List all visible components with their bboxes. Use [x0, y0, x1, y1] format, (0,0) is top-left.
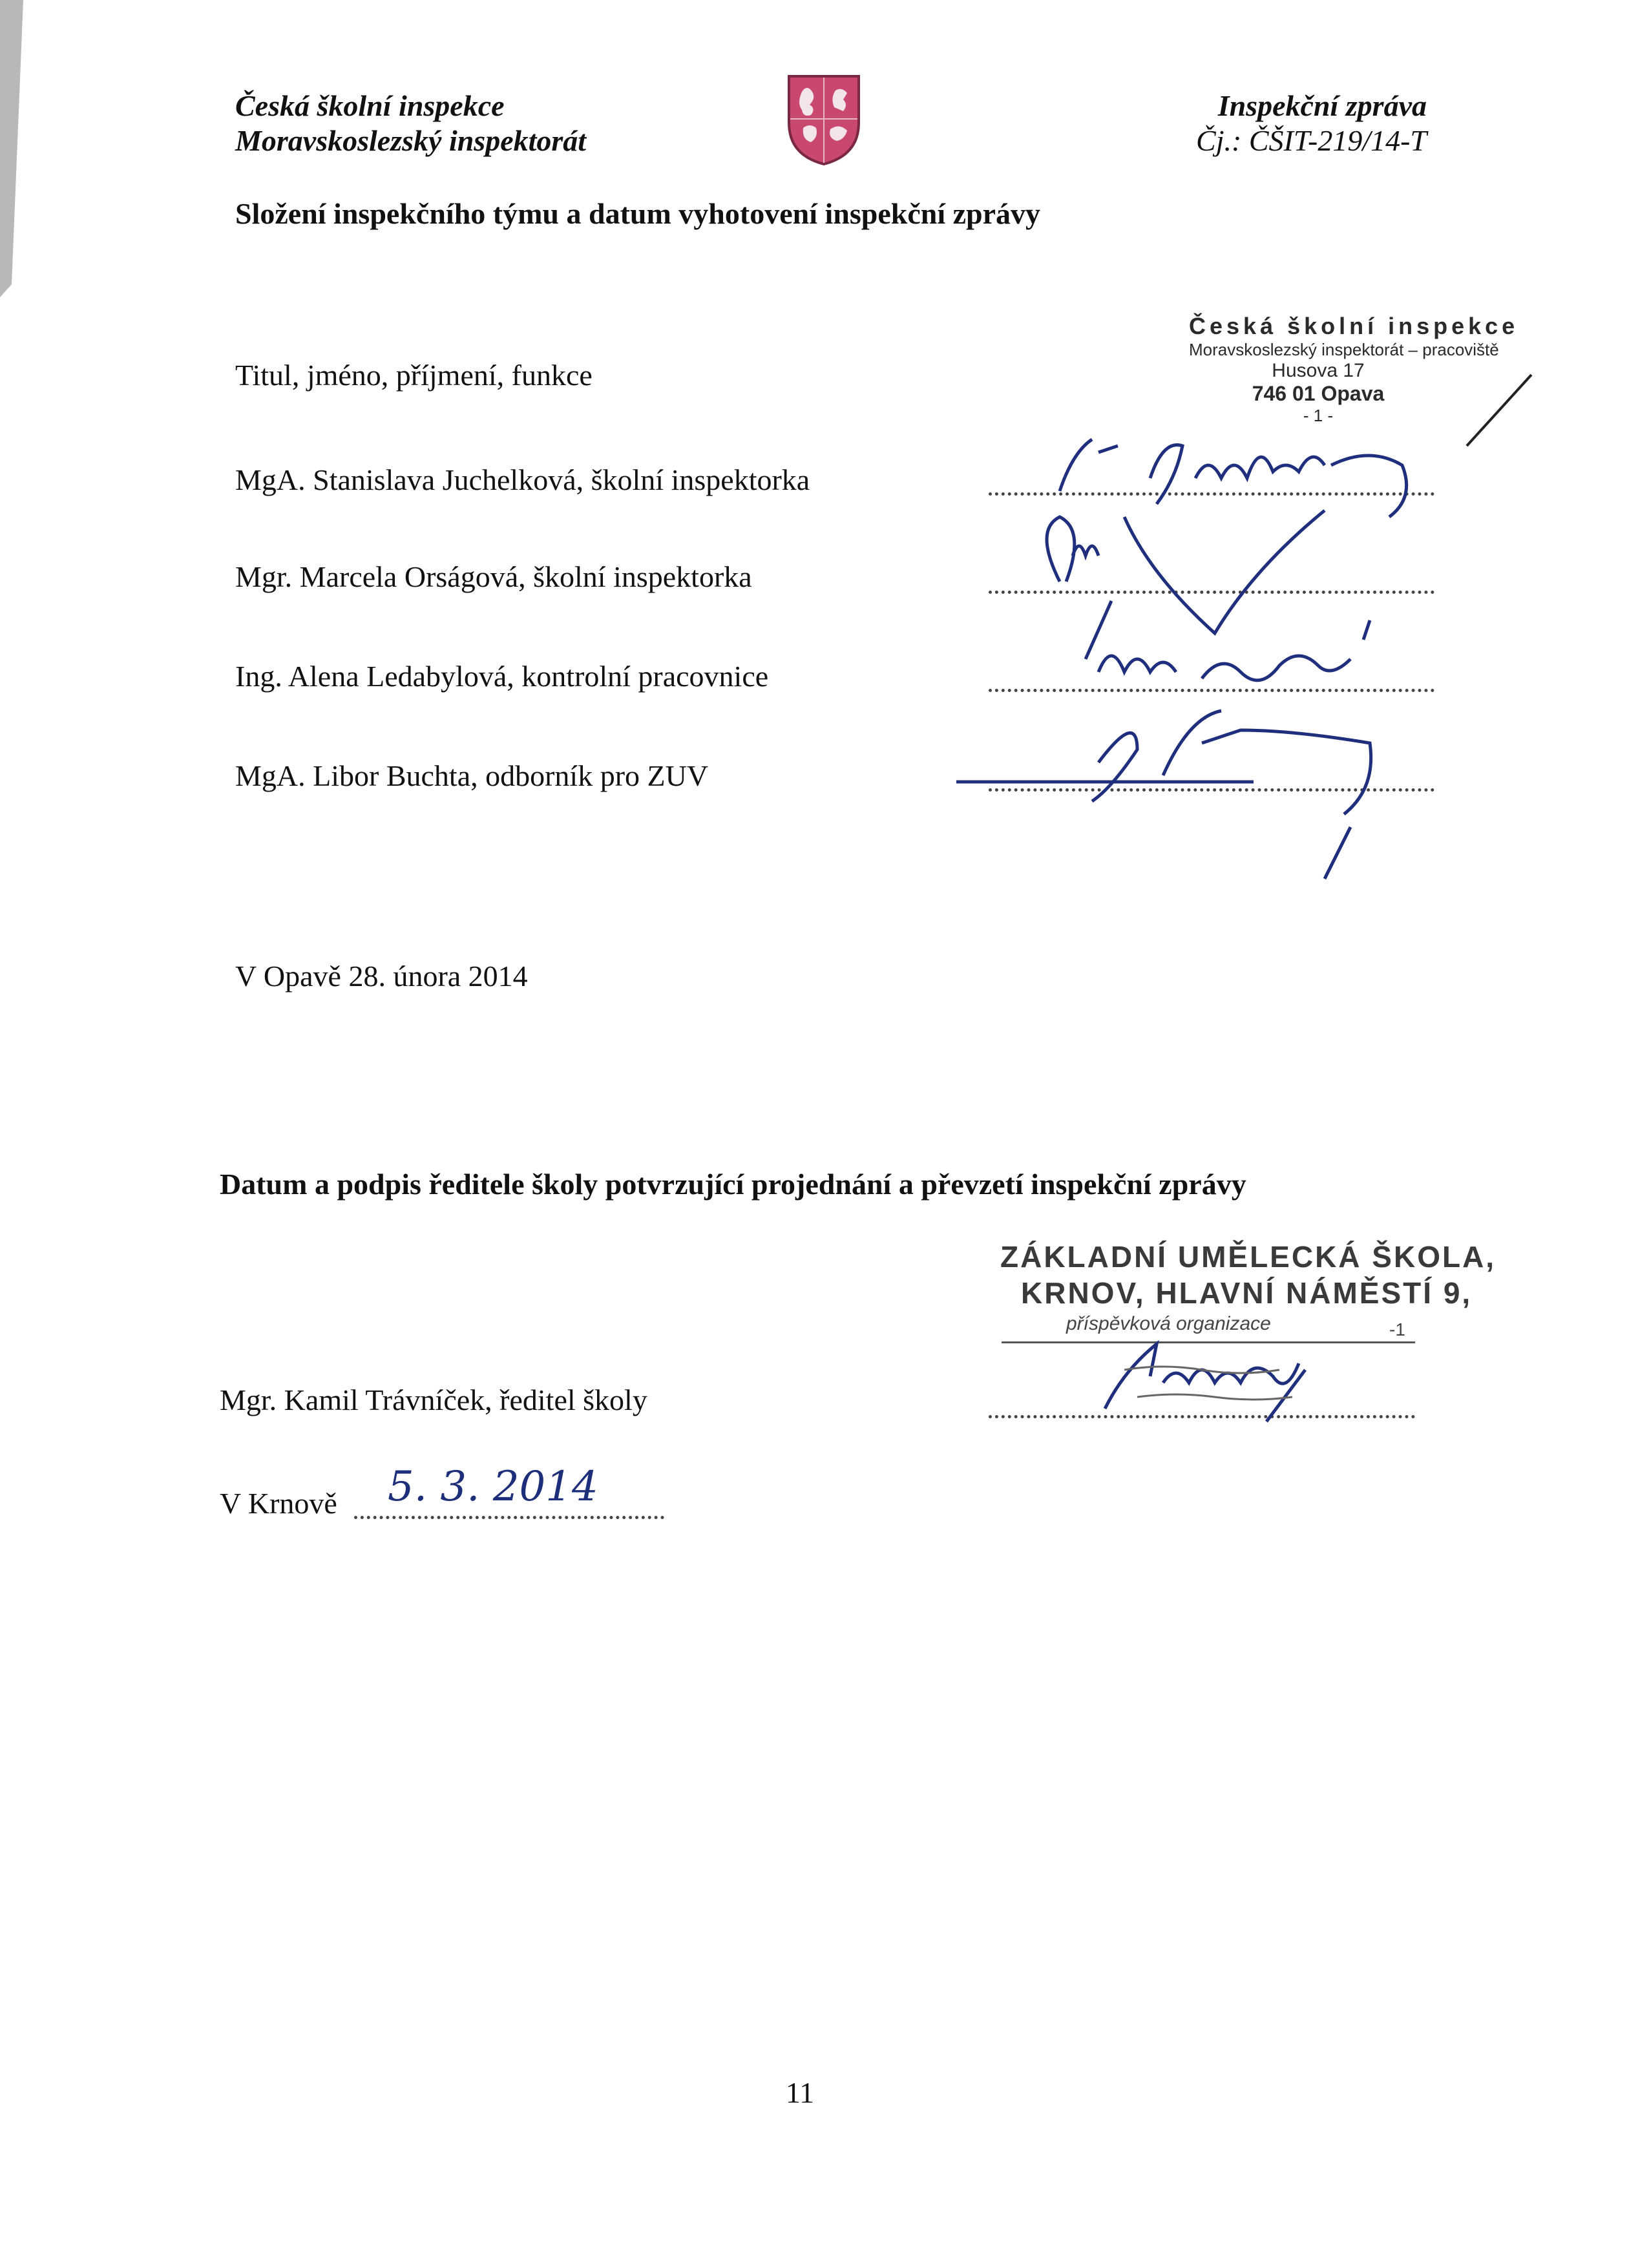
stamp-line-4: 746 01 Opava	[1252, 382, 1385, 405]
team-member-3: Ing. Alena Ledabylová, kontrolní pracovnice	[235, 660, 769, 693]
signature-juchelkova	[1060, 439, 1407, 517]
director-name: Mgr. Kamil Trávníček, ředitel školy	[220, 1383, 647, 1416]
team-member-2: Mgr. Marcela Orságová, školní inspektorka	[235, 560, 752, 593]
stamp-line-5: - 1 -	[1303, 406, 1334, 425]
signature-buchta	[956, 711, 1371, 879]
team-member-4: MgA. Libor Buchta, odborník pro ZUV	[235, 759, 709, 792]
team-section-heading: Složení inspekčního týmu a datum vyhotovení inspekční zprávy	[235, 197, 1041, 230]
school-stamp-line-2: KRNOV, HLAVNÍ NÁMĚSTÍ 9,	[1021, 1276, 1473, 1310]
team-place-date: V Opavě 28. února 2014	[235, 960, 528, 992]
krnov-place-label: V Krnově	[220, 1487, 337, 1520]
org-name: Česká školní inspekce	[235, 89, 505, 122]
page-number: 11	[785, 2076, 815, 2109]
signature-orsagova	[1047, 510, 1325, 659]
stamp-line-1: Česká školní inspekce	[1189, 313, 1519, 339]
reference-number: Čj.: ČŠIT-219/14-T	[1196, 124, 1427, 157]
document-type: Inspekční zpráva	[1217, 89, 1427, 122]
stamp-line-2: Moravskoslezský inspektorát – pracoviště	[1189, 340, 1499, 359]
org-inspectorate: Moravskoslezský inspektorát	[235, 124, 587, 157]
director-section-heading: Datum a podpis ředitele školy potvrzující projednání a převzetí inspekční zprávy	[220, 1168, 1246, 1201]
signature-ledabylova	[1098, 620, 1370, 680]
scan-edge-shadow	[0, 0, 23, 297]
school-stamp-line-1: ZÁKLADNÍ UMĚLECKÁ ŠKOLA,	[1000, 1240, 1497, 1274]
stamp-slash-mark	[1467, 375, 1531, 446]
school-stamp-line-3: příspěvková organizace	[1066, 1313, 1271, 1334]
stamp-line-3: Husova 17	[1272, 360, 1365, 381]
team-member-1: MgA. Stanislava Juchelková, školní inspektorka	[235, 463, 810, 496]
signature-travnicek	[1105, 1344, 1305, 1422]
team-column-label: Titul, jméno, příjmení, funkce	[235, 359, 593, 392]
handwritten-date: 5. 3. 2014	[388, 1463, 598, 1511]
school-stamp-line-4: -1	[1389, 1319, 1405, 1339]
